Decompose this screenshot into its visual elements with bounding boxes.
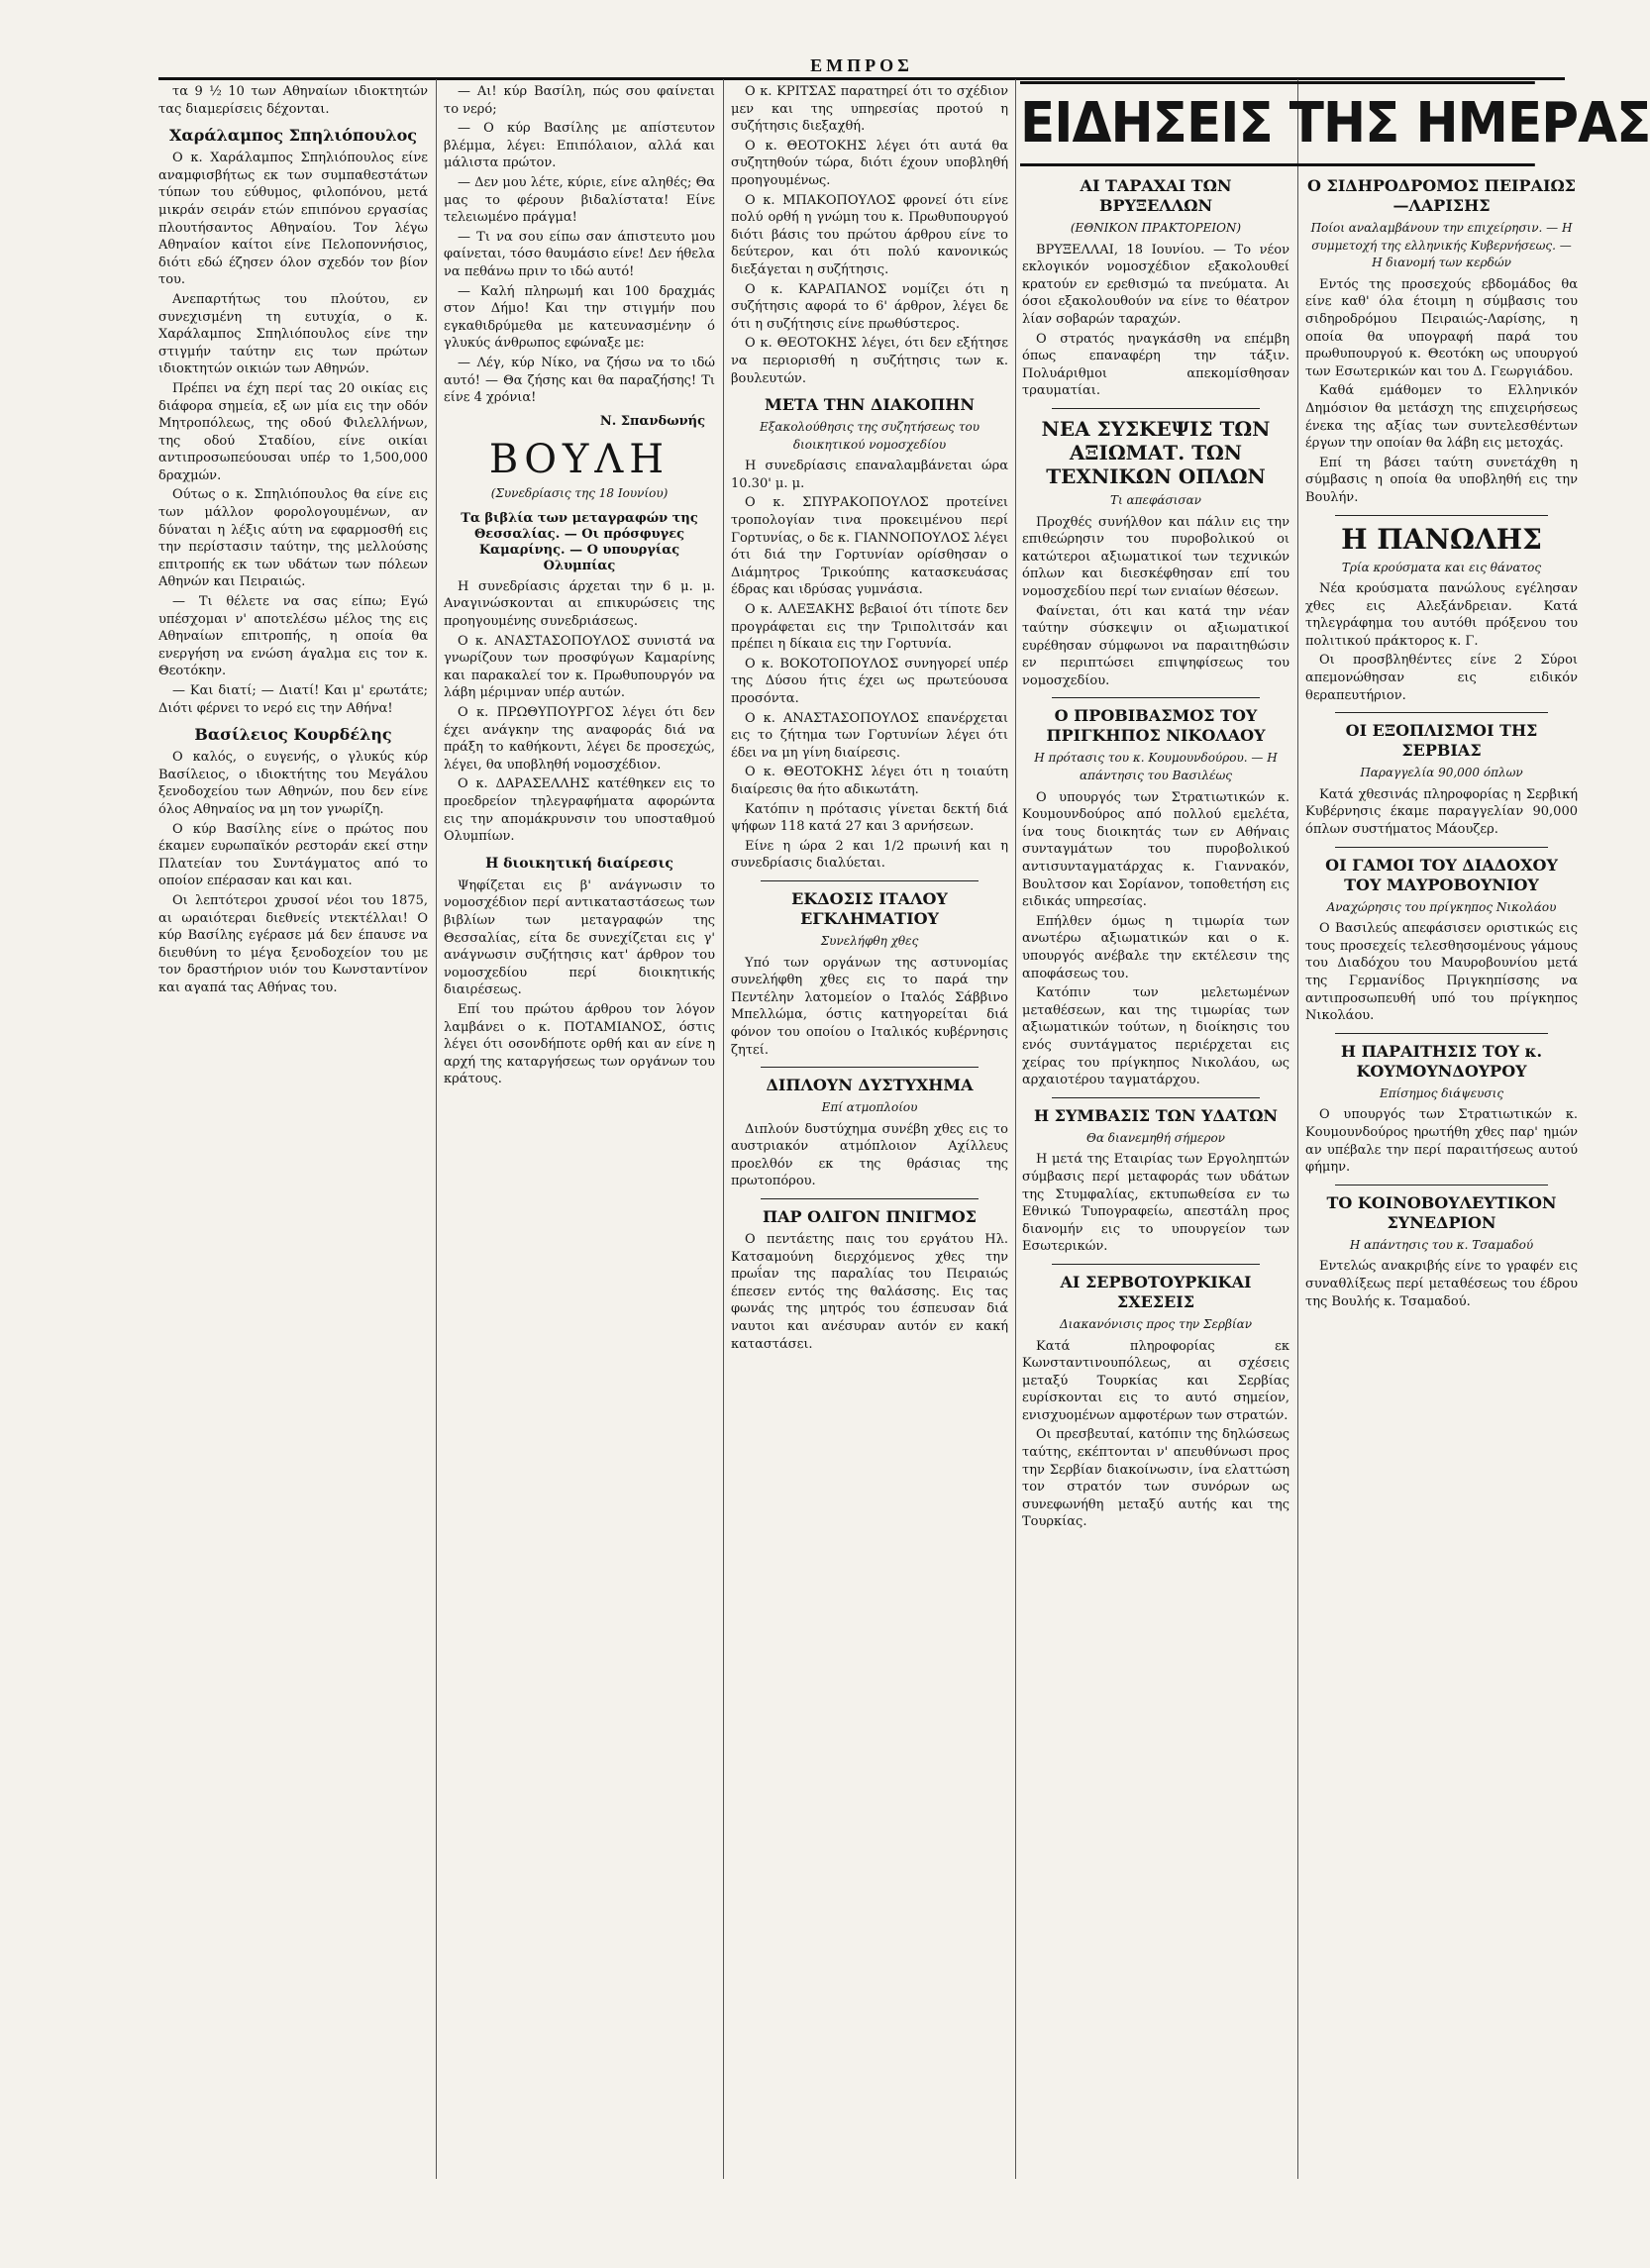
paragraph: Επί τη βάσει ταύτη συνετάχθη η σύμβασις η οποία θα υποβληθή εις την Βουλήν.: [1305, 455, 1578, 505]
section-subheading: Η πρότασις του κ. Κουμουνδούρου. — Η απάντησις του Βασιλέως: [1034, 751, 1278, 783]
column-2: [444, 83, 715, 2183]
masthead: [158, 55, 1565, 80]
divider: [761, 880, 979, 881]
paragraph: Ο κύρ Βασίλης είνε ο πρώτος που έκαμεν ευρωπαϊκόν ρεστοράν εκεί στην Πλατείαν του Συντάγματος από το οποίον επέρασαν και και και.: [158, 821, 428, 889]
paragraph: Ο Βασιλεύς απεφάσισεν οριστικώς εις τους προσεχείς τελεσθησομένους γάμους του Διαδόχου του Μαυροβουνίου μετά της Γερμανίδος Πριγκηπίσσης να αντιπροσωπευθή υπό του πρίγκηπος Νικολάου.: [1305, 921, 1578, 1024]
paragraph: Ο υπουργός των Στρατιωτικών κ. Κουμουνδούρος ηρωτήθη χθες παρ' ημών αν υπέβαλε την περί παραιτήσεως αυτού φήμην.: [1305, 1107, 1578, 1176]
paragraph: Ο κ. ΘΕΟΤΟΚΗΣ λέγει, ότι δεν εξήτησε να περιορισθή η συζήτησις των κ. βουλευτών.: [731, 336, 1008, 386]
section-subheading: (Συνεδρίασις της 18 Ιουνίου): [490, 486, 669, 501]
paragraph: Η συνεδρίασις άρχεται την 6 μ. μ. Αναγινώσκονται αι επικυρώσεις της προηγουμένης συνεδριάσεως.: [444, 578, 715, 630]
paragraph: Ο κ. ΑΝΑΣΤΑΣΟΠΟΥΛΟΣ συνιστά να γνωρίζουν των προσφύγων Καμαρίνης και παρακαλεί τον κ. Πρωθυπουργόν να λάβη μέριμναν υπέρ αυτών.: [444, 633, 715, 701]
paragraph: Ο καλός, ο ευγενής, ο γλυκύς κύρ Βασίλειος, ο ιδιοκτήτης του Μεγάλου ξενοδοχείου των Αθηνών, που δεν είνε όλος Αθηναίος να μη τον γνωρίζη.: [158, 750, 428, 817]
section-subheading: Η απάντησις του κ. Τσαμαδού: [1349, 1237, 1534, 1252]
paragraph: — Λέγ, κύρ Νίκο, να ζήσω να το ιδώ αυτό! — Θα ζήσης και θα παραζήσης! Τι είνε 4 χρόνια!: [444, 355, 715, 406]
paragraph: Είνε η ώρα 2 και 1/2 πρωινή και η συνεδρίασις διαλύεται.: [731, 838, 1008, 872]
paragraph: Οι λεπτότεροι χρυσοί νέοι του 1875, αι ωραιότεραι διεθνείς ντεκτέλλαι! Ο κύρ Βασίλης εγέρασε μά δεν έπαυσε να διευθύνη το μέγα ξενοδοχείον του με τον δραστήριον υιόν του Κωνσταντίνον και αγαπά τας Αθήνας του.: [158, 892, 428, 995]
paragraph: Εντελώς ανακριβής είνε το γραφέν εις συναθλίξεως περί μεταθέσεως του έδρου της Βουλής κ. Τσαμαδού.: [1305, 1259, 1578, 1309]
section-heading: ΑΙ ΤΑΡΑΧΑΙ ΤΩΝ ΒΡΥΞΕΛΛΩΝ: [1080, 176, 1232, 215]
section-heading: ΠΑΡ ΟΛΙΓΟΝ ΠΝΙΓΜΟΣ: [763, 1207, 977, 1227]
column-1: [158, 83, 428, 2183]
paragraph: Επήλθεν όμως η τιμωρία των ανωτέρω αξιωματικών και ο κ. υπουργός ανέβαλε την εκτέλεσιν της αποφάσεως του.: [1022, 913, 1289, 981]
paragraph: Ούτως ο κ. Σπηλιόπουλος θα είνε εις των μάλλον φορολογουμένων, αν δύναται η λέξις αύτη να εφαρμοσθή εις την περίστασιν ταύτην, της μελλούσης επιτροπής εκ των υδάτων των πόλεων Αθηνών και Πειραιώς.: [158, 487, 428, 590]
section-heading: Χαράλαμπος Σπηλιόπουλος: [168, 126, 418, 146]
paragraph: Ο κ. Χαράλαμπος Σπηλιόπουλος είνε αναμφισβήτως εκ των συμπαθεστάτων τύπων του εύθυμος, φιλοπόνου, μετά μικράν σειράν ετών επιπόνου εργασίας πλουτήσαντος Αθηναίου. Τον λέγω Αθηναίον καίτοι είνε Πελοποννήσιος, διότι εδώ έζησεν όλον σχεδόν τον βίον του.: [158, 151, 428, 288]
paragraph: — Δεν μου λέτε, κύριε, είνε αληθές; Θα μας το φέρουν βιδαλίστατα! Είνε τελειωμένο πράγμα!: [444, 174, 715, 226]
section-heading: ΟΙ ΓΑΜΟΙ ΤΟΥ ΔΙΑΔΟΧΟΥ ΤΟΥ ΜΑΥΡΟΒΟΥΝΙΟΥ: [1325, 855, 1558, 894]
author-signature: Ν. Σπανδωνής: [599, 413, 705, 429]
section-heading: ΝΕΑ ΣΥΣΚΕΨΙΣ ΤΩΝ ΑΞΙΩΜΑΤ. ΤΩΝ ΤΕΧΝΙΚΩΝ ΟΠΛΩΝ: [1041, 416, 1271, 488]
paragraph: Ο κ. ΔΑΡΑΣΕΛΛΗΣ κατέθηκεν εις το προεδρείον τηλεγραφήματα αφορώντα εις την απομάκρυνσιν του υποσταθμού Ολυμπίων.: [444, 776, 715, 845]
section-heading: ΕΚΔΟΣΙΣ ΙΤΑΛΟΥ ΕΓΚΛΗΜΑΤΙΟΥ: [791, 888, 948, 928]
paragraph: Η συνεδρίασις επαναλαμβάνεται ώρα 10.30' μ. μ.: [731, 459, 1008, 491]
section-heading: ΜΕΤΑ ΤΗΝ ΔΙΑΚΟΠΗΝ: [764, 395, 976, 415]
paragraph: Ψηφίζεται εις β' ανάγνωσιν το νομοσχέδιον περί αντικαταστάσεως των βιβλίων των μεταγραφών της Θεσσαλίας, είτα δε συνεχίζεται εις γ' ανάγνωσιν συζήτησις κατ' άρθρον του νομοσχεδίου περί διοικητικής διαιρέσεως.: [444, 877, 715, 998]
paragraph: Ο κ. ΠΡΩΘΥΠΟΥΡΓΟΣ λέγει ότι δεν έχει ανάγκην της αναφοράς διά να πράξη το καθήκοντι, λέγει δε προσεχώς, λέγει, θα υποβληθή νομοσχέδιον.: [444, 705, 715, 773]
section-heading: ΑΙ ΣΕΡΒΟΤΟΥΡΚΙΚΑΙ ΣΧΕΣΕΙΣ: [1060, 1272, 1252, 1311]
section-subheading: Εξακολούθησις της συζητήσεως του διοικητικού νομοσχεδίου: [759, 420, 980, 452]
paragraph: Ο στρατός ηναγκάσθη να επέμβη όπως επαναφέρη την τάξιν. Πολυάριθμοι απεκομίσθησαν τραυματίαι.: [1022, 331, 1289, 399]
section-heading-boule: ΒΟΥΛΗ: [488, 437, 670, 483]
divider: [1052, 1097, 1260, 1098]
paragraph: Καθά εμάθομεν το Ελληνικόν Δημόσιον θα μετάσχη της επιχειρήσεως ένεκα της αξίας των συντελεσθέντων έργων την οποίαν θα λάβη εις μετοχάς.: [1305, 383, 1578, 452]
paragraph: Ο κ. ΣΠΥΡΑΚΟΠΟΥΛΟΣ προτείνει τροπολογίαν τινα προκειμένου περί Γορτυνίας, ο δε κ. ΓΙΑΝΝΟΠΟΥΛΟΣ λέγει ότι διά την Γορτυνίαν ορίσθησαν ο Διάμητρος Τρικούπης κατασκευάσας έδρας και ιδρύσας γυμνάσια.: [731, 495, 1008, 598]
paragraph: Ο κ. ΜΠΑΚΟΠΟΥΛΟΣ φρονεί ότι είνε πολύ ορθή η γνώμη του κ. Πρωθυπουργού διότι βάσις του πρώτου άρθρου είνε το δεύτερον, και ότι πολύ κανονικώς διεξάγεται η συζήτησις.: [731, 192, 1008, 277]
column-3: [731, 83, 1008, 2183]
section-heading: Τα βιβλία των μεταγραφών της Θεσσαλίας. — Οι πρόσφυγες Καμαρίνης. — Ο υπουργίας Ολυμπίας: [461, 510, 698, 573]
section-subheading: Διακανόνισις προς την Σερβίαν: [1059, 1316, 1253, 1331]
divider: [1335, 847, 1548, 848]
paragraph: Ο κ. ΑΛΕΞΑΚΗΣ βεβαιοί ότι τίποτε δεν προγράφεται εις την Τριπολιτσάν και πρέπει η δίκαια εις την Γορτυνία.: [731, 602, 1008, 653]
section-subheading: Τι απεφάσισαν: [1110, 492, 1201, 507]
paragraph: Επί του πρώτου άρθρου τον λόγον λαμβάνει ο κ. ΠΟΤΑΜΙΑΝΟΣ, όστις λέγει ότι οσονδήποτε ορθή και αν είνε η αρχή της καταργήσεως των οργάνων του κράτους.: [444, 1001, 715, 1087]
section-subheading: Θα διανεμηθή σήμερον: [1086, 1130, 1225, 1145]
column-5: [1305, 168, 1578, 2268]
column-divider: [1297, 79, 1298, 2179]
paragraph: Εντός της προσεχούς εβδομάδος θα είνε καθ' όλα έτοιμη η σύμβασις του σιδηροδρόμου Πειραιώς-Λαρίσης, η οποία θα υπογραφή παρά του πρωθυπουργού κ. Θεοτόκη ως υπουργού των Εσωτερικών και του Δ. Γεωργιάδου.: [1305, 276, 1578, 379]
section-heading: Η διοικητική διαίρεσις: [485, 855, 673, 872]
paragraph: Προχθές συνήλθον και πάλιν εις την επιθεώρησιν του πυροβολικού οι κατώτεροι αξιωματικοί των τεχνικών όπλων και διεσκέφθησαν επί του νομοσχεδίου περί των ενιαίων θέσεων.: [1022, 514, 1289, 599]
divider: [1052, 697, 1260, 698]
divider: [1052, 408, 1260, 409]
paragraph: τα 9 ½ 10 των Αθηναίων ιδιοκτητών τας διαμερίσεις δέχονται.: [158, 84, 428, 117]
paragraph: — Τι να σου είπω σαν άπιστευτο μου φαίνεται, τόσο θαυμάσιο είνε! Δεν ήθελα να πεθάνω πριν το ιδώ αυτό!: [444, 229, 715, 279]
paragraph: Ο πεντάετης παις του εργάτου Ηλ. Κατσαμούνη διερχόμενος χθες την πρωΐαν της παραλίας του Πειραιώς έπεσεν εντός της θαλάσσης. Εις τας φωνάς της μητρός του έσπευσαν διά ναυτοι και ανέσυραν αυτόν εν κακή καταστάσει.: [731, 1232, 1008, 1352]
paragraph: Ο υπουργός των Στρατιωτικών κ. Κουμουνδούρος από πολλού εμελέτα, ίνα τους διοικητάς των εν Αθήναις συνταγμάτων του πυροβολικού αντισυνταγματάρχας κ. Γιαννακόν, Βουλτσον και Σορίανον, τοποθετήση εις ειδικάς υπηρεσίας.: [1022, 789, 1289, 910]
column-divider: [1015, 79, 1016, 2179]
paragraph: ΒΡΥΞΕΛΛΑΙ, 18 Ιουνίου. — Το νέον εκλογικόν νομοσχέδιον εξακολουθεί κρατούν εν ερεθισμώ τα πνεύματα. Αι όσοι εξακολουθούν να είνε το θέατρον λίαν σοβαρών ταραχών.: [1022, 242, 1289, 327]
section-heading: ΔΙΠΛΟΥΝ ΔΥΣΤΥΧΗΜΑ: [766, 1076, 974, 1095]
divider: [761, 1067, 979, 1068]
section-subheading: Επίσημος διάψευσις: [1379, 1085, 1504, 1100]
column-divider: [436, 79, 437, 2179]
paragraph: Ο κ. ΚΡΙΤΣΑΣ παρατηρεί ότι το σχέδιον μεν και της υπηρεσίας προτού η συζήτησις διεξαχθή.: [731, 84, 1008, 135]
section-heading: Η ΠΑΝΩΛΗΣ: [1341, 522, 1542, 556]
paragraph: Κατόπιν η πρότασις γίνεται δεκτή διά ψήφων 118 κατά 27 και 3 αρνήσεων.: [731, 801, 1008, 835]
paragraph: Οι πρεσβευταί, κατόπιν της δηλώσεως ταύτης, εκέπτονται ν' απευθύνωσι προς την Σερβίαν διακοίνωσιν, ίνα ελαττώση τον στρατόν των συνόρων ως συνεφωνήθη μεταξύ αυτής και της Τουρκίας.: [1022, 1427, 1289, 1530]
divider: [761, 1198, 979, 1199]
section-subheading: Αναχώρησις του πρίγκηπος Νικολάου: [1326, 899, 1557, 914]
section-heading: Ο ΣΙΔΗΡΟΔΡΟΜΟΣ ΠΕΙΡΑΙΩΣ—ΛΑΡΙΣΗΣ: [1307, 176, 1576, 215]
section-heading: Η ΠΑΡΑΙΤΗΣΙΣ ΤΟΥ κ. ΚΟΥΜΟΥΝΔΟΥΡΟΥ: [1340, 1041, 1543, 1081]
column-divider: [723, 79, 724, 2179]
section-subheading: (ΕΘΝΙΚΟΝ ΠΡΑΚΤΟΡΕΙΟΝ): [1070, 221, 1242, 235]
section-subheading: Ποίοι αναλαμβάνουν την επιχείρησιν. — Η συμμετοχή της ελληνικής Κυβερνήσεως. — Η διανομή των κερδών: [1310, 221, 1573, 270]
paragraph: Ο κ. ΚΑΡΑΠΑΝΟΣ νομίζει ότι η συζήτησις αφορά το 6' άρθρον, λέγει δε ότι η συζήτησις είνε πρωθύστερος.: [731, 281, 1008, 332]
masthead-title: ΕΜΠΡΟΣ: [810, 55, 913, 75]
section-heading: ΤΟ ΚΟΙΝΟΒΟΥΛΕΥΤΙΚΟΝ ΣΥΝΕΔΡΙΟΝ: [1326, 1192, 1557, 1232]
paragraph: Ανεπαρτήτως του πλούτου, εν συνεχισμένη τη ευτυχία, ο κ. Χαράλαμπος Σπηλιόπουλος είνε την στιγμήν ταύτην εις των πρώτων ιδιοκτητών οικιών των Αθηνών.: [158, 291, 428, 377]
section-heading: ΟΙ ΕΞΟΠΛΙΣΜΟΙ ΤΗΣ ΣΕΡΒΙΑΣ: [1345, 721, 1538, 761]
paragraph: Ο κ. ΘΕΟΤΟΚΗΣ λέγει ότι η τοιαύτη διαίρεσις θα ήτο αδικωτάτη.: [731, 765, 1008, 797]
paragraph: Κατά πληροφορίας εκ Κωνσταντινουπόλεως, αι σχέσεις μεταξύ Τουρκίας και Σερβίας ευρίσκονται εις το αυτό σημείον, ενισχυομένων αμφοτέρων των στρατών.: [1022, 1338, 1289, 1423]
divider: [1052, 1264, 1260, 1265]
paragraph: — Και διατί; — Διατί! Και μ' ερωτάτε; Διότι φέρνει το νερό εις την Αθήνα!: [158, 683, 428, 716]
paragraph: Ο κ. ΑΝΑΣΤΑΣΟΠΟΥΛΟΣ επανέρχεται εις το ζήτημα των Γορτυνίων λέγει ότι έδει να μη γίνη διαίρεσις.: [731, 710, 1008, 761]
section-subheading: Επί ατμοπλοίου: [821, 1100, 918, 1115]
paragraph: Κατά χθεσινάς πληροφορίας η Σερβική Κυβέρνησις έκαμε παραγγελίαν 90,000 όπλων συστήματος Μάουζερ.: [1305, 786, 1578, 838]
section-subheading: Παραγγελία 90,000 όπλων: [1360, 766, 1523, 780]
divider: [1335, 1033, 1548, 1034]
paragraph: Φαίνεται, ότι και κατά την νέαν ταύτην σύσκεψιν οι αξιωματικοί ευρέθησαν σύμφωνοι να παραιτηθώσιν εν περιπτώσει επιψηφίσεως του νομοσχεδίου.: [1022, 603, 1289, 688]
paragraph: — Καλή πληρωμή και 100 δραχμάς στον Δήμο! Και την στιγμήν που εγκαθιδρύμεθα με κατευνασμένην ό γλυκύς άνθρωπος εφώναξε με:: [444, 283, 715, 352]
column-4: [1022, 168, 1289, 2268]
divider: [1335, 515, 1548, 516]
paragraph: Υπό των οργάνων της αστυνομίας συνελήφθη χθες εις το παρά την Πεντέλην λατομείον ο Ιταλός Σάββινο Μπελλώμα, όστις κατηγορείται διά φόνον του οποίου ο Ιταλικός κυβέρνησις ζητεί.: [731, 955, 1008, 1058]
paragraph: Νέα κρούσματα πανώλους εγέλησαν χθες εις Αλεξάνδρειαν. Κατά τηλεγράφημα του αυτόθι πρόξενου του πολιτικού πράκτορος κ. Γ.: [1305, 581, 1578, 649]
paragraph: Διπλούν δυστύχημα συνέβη χθες εις το αυστριακόν ατμόπλοιον Αχίλλευς προελθόν εκ της θράσιας της πρωτοπόρου.: [731, 1121, 1008, 1189]
paragraph: Ο κ. ΘΕΟΤΟΚΗΣ λέγει ότι αυτά θα συζητηθούν τώρα, διότι έχουν υποβληθή προηγουμένως.: [731, 138, 1008, 188]
news-banner: ΕΙΔΗΣΕΙΣ ΤΗΣ ΗΜΕΡΑΣ: [1020, 81, 1535, 166]
section-subheading: Τρία κρούσματα και εις θάνατος: [1341, 560, 1542, 574]
paragraph: — Αι! κύρ Βασίλη, πώς σου φαίνεται το νερό;: [444, 84, 715, 117]
section-subheading: Συνελήφθη χθες: [820, 933, 919, 948]
paragraph: — Ο κύρ Βασίλης με απίστευτον βλέμμα, λέγει: Επιπόλαιον, αλλά και μάλιστα πρώτον.: [444, 121, 715, 171]
divider: [1335, 712, 1548, 713]
section-heading: Βασίλειος Κουρδέλης: [194, 725, 392, 745]
paragraph: — Τι θέλετε να σας είπω; Εγώ υπέσχομαι ν' αποτελέσω μέλος της εις Αθηναίων επιτροπής, η οποία θα ενεργήση να ενώση άγαλμα εις τον κ. Θεοτόκην.: [158, 594, 428, 679]
paragraph: Ο κ. ΒΟΚΟΤΟΠΟΥΛΟΣ συνηγορεί υπέρ της Δύσου ήτις έχει ως πρωτεύουσα προσόντα.: [731, 656, 1008, 706]
paragraph: Οι προσβληθέντες είνε 2 Σύροι απεμονώθησαν εις ειδικόν θεραπευτήριον.: [1305, 653, 1578, 703]
paragraph: Η μετά της Εταιρίας των Εργοληπτών σύμβασις περί μεταφοράς των υδάτων της Στυμφαλίας, εκτυπωθείσα εν τω Εθνικώ Τυπογραφείω, απεστάλη προς διανομήν εις το υπουργείον των Εσωτερικών.: [1022, 1152, 1289, 1255]
divider: [1335, 1185, 1548, 1186]
paragraph: Κατόπιν των μελετωμένων μεταθέσεων, και της τιμωρίας των αξιωματικών τούτων, η διοίκησις του ενός συντάγματος περιέρχεται εις χείρας του πρίγκηπος Νικολάου, ως αρχαιοτέρου ταγματάρχου.: [1022, 985, 1289, 1088]
section-heading: Ο ΠΡΟΒΙΒΑΣΜΟΣ ΤΟΥ ΠΡΙΓΚΗΠΟΣ ΝΙΚΟΛΑΟΥ: [1046, 706, 1266, 746]
section-heading: Η ΣΥΜΒΑΣΙΣ ΤΩΝ ΥΔΑΤΩΝ: [1033, 1105, 1279, 1125]
paragraph: Πρέπει να έχη περί τας 20 οικίας εις διάφορα σημεία, εξ ων μία εις την οδόν Μητροπόλεως, της οδού Φιλελλήνων, της οδού Σταδίου, είνε οικίαι αντιπροσωπεύουσαι υπέρ το 1,500,000 δραχμών.: [158, 380, 428, 483]
